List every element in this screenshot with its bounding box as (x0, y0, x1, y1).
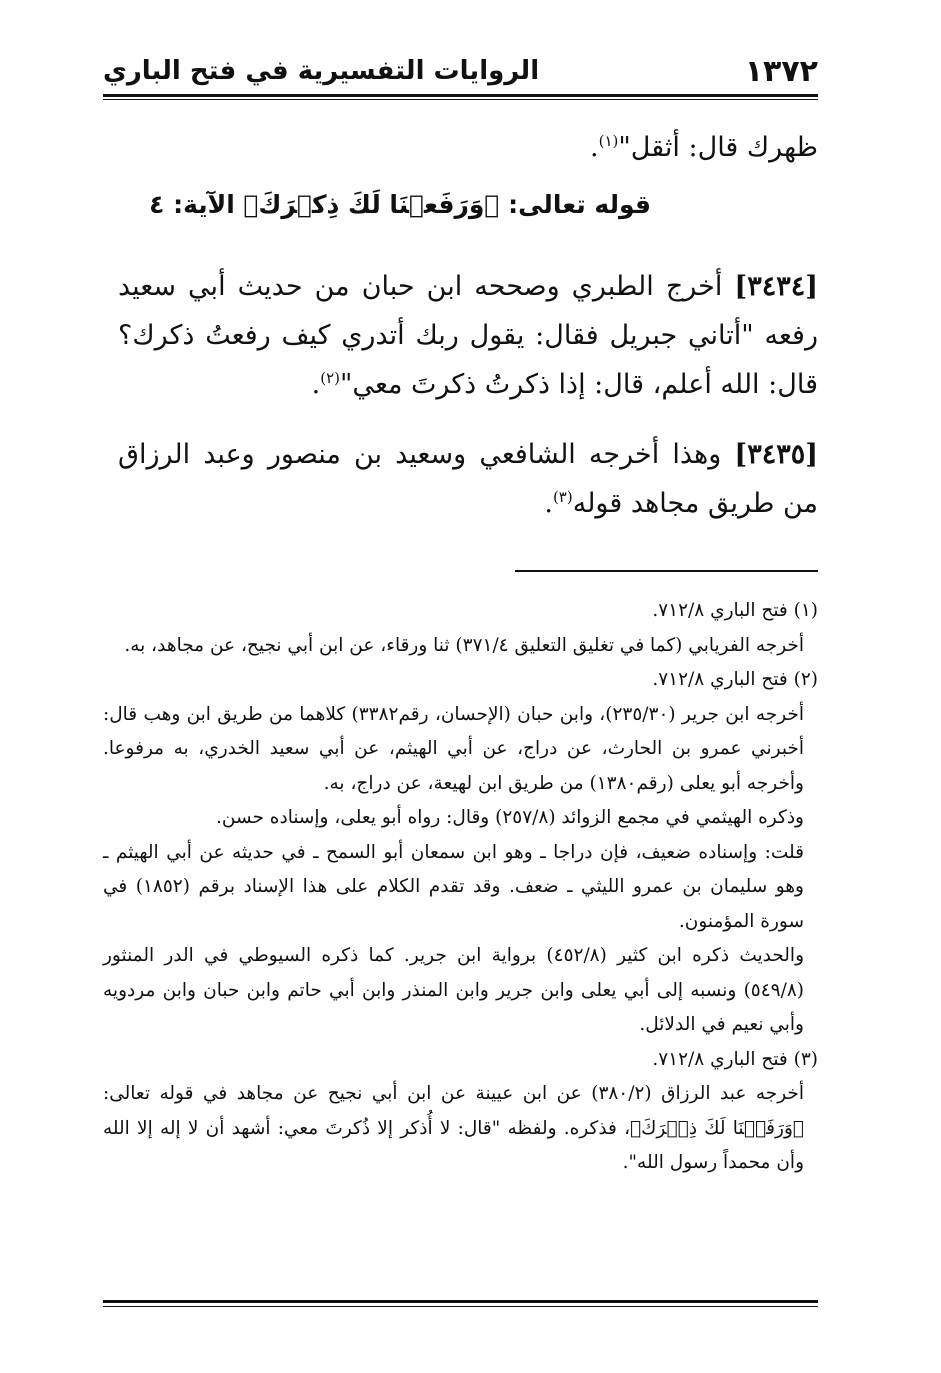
footnote-body: أخرجه عبد الرزاق (٣٨٠/٢) عن ابن عيينة عن ابن أبي نجيح عن مجاهد في قوله تعالى: ﴿وَرَفَعۡنَا لَكَ ذِكۡرَكَ﴾، فذكره. ولفظه "قال: لا أُذكر إلا ذُكرتَ معي: أشهد أن لا إله إلا الله وأن محمداً رسول الله". (103, 1083, 804, 1173)
paragraph-3434 (118, 262, 818, 409)
footnote-ref-3: (٣) (552, 488, 573, 506)
footnotes (103, 594, 818, 1181)
page-number: ١٣٧٢ (744, 54, 818, 89)
footnote-body: وذكره الهيثمي في مجمع الزوائد (٢٥٧/٨) وقال: رواه أبو يعلى، وإسناده حسن. (215, 807, 804, 828)
paragraph-end: . (311, 369, 321, 400)
footnote-body: أخرجه ابن جرير (٢٣٥/٣٠)، وابن حبان (الإحسان، رقم٣٣٨٢) كلاهما من طريق ابن وهب قال: أخبرني عمرو بن الحارث، عن دراج، عن أبي الهيثم، عن أبي سعيد الخدري، به مرفوعا. وأخرجه أبو يعلى (رقم١٣٨٠) من طريق ابن لهيعة، عن دراج، به. (103, 703, 804, 794)
section-heading: قوله تعالى: ﴿وَرَفَعۡنَا لَكَ ذِكۡرَكَ﴾ الآية: ٤ (149, 190, 651, 219)
bottom-rule-thin (103, 1306, 818, 1307)
paragraph-text: أخرج الطبري وصححه ابن حبان من حديث أبي سعيد رفعه "أتاني جبريل فقال: يقول ربك أتدري كيف رفعتُ ذكرك؟ قال: الله أعلم، قال: إذا ذكرتُ ذكرتَ معي" (118, 271, 818, 400)
continuation-end: . (589, 132, 599, 163)
running-title: الروايات التفسيرية في فتح الباري (103, 56, 540, 86)
footnote-head: (١) فتح الباري ٧١٢/٨. (652, 600, 818, 621)
footnote-ref-1: (١) (598, 132, 619, 150)
footnote-body: قلت: وإسناده ضعيف، فإن دراجا ـ وهو ابن سمعان أبو السمح ـ في حديثه عن أبي الهيثم ـ وهو سليمان بن عمرو الليثي ـ ضعف. وقد تقدم الكلام على هذا الإسناد برقم (١٨٥٢) في سورة المؤمنون. (103, 841, 804, 932)
paragraph-text: وهذا أخرجه الشافعي وسعيد بن منصور وعبد الرزاق من طريق مجاهد قوله (118, 439, 818, 519)
footnote-1 (103, 594, 818, 663)
footnote-body: أخرجه الفريابي (كما في تغليق التعليق ٣٧١/٤) ثنا ورقاء، عن ابن أبي نجيح، عن مجاهد، به. (124, 634, 804, 656)
continuation-text (118, 123, 818, 172)
footnote-head: (٢) فتح الباري ٧١٢/٨. (652, 669, 818, 690)
header-rule (103, 94, 818, 97)
footnote-body: والحديث ذكره ابن كثير (٤٥٢/٨) برواية ابن جرير. كما ذكره السيوطي في الدر المنثور (٥٤٩/٨) ونسبه إلى أبي يعلى وابن جرير وابن المنذر وابن أبي حاتم وابن حبان وابن مردويه وأبي نعيم في الدلائل. (103, 945, 804, 1035)
footnote-separator (515, 570, 818, 572)
paragraph-end: . (544, 488, 553, 519)
page-header (103, 52, 818, 92)
continuation-body: ظهرك قال: أثقل" (618, 132, 818, 163)
paragraph-3435 (118, 430, 818, 528)
footnote-2 (103, 663, 818, 1043)
footnote-ref-2: (٢) (320, 369, 341, 387)
header-rule-thin (103, 99, 818, 100)
footnote-head: (٣) فتح الباري ٧١٢/٨. (652, 1048, 818, 1070)
footnote-3 (103, 1043, 818, 1181)
paragraph-number: [٣٤٣٤] (734, 271, 818, 302)
paragraph-number: [٣٤٣٥] (734, 439, 818, 470)
bottom-rule (103, 1300, 818, 1303)
